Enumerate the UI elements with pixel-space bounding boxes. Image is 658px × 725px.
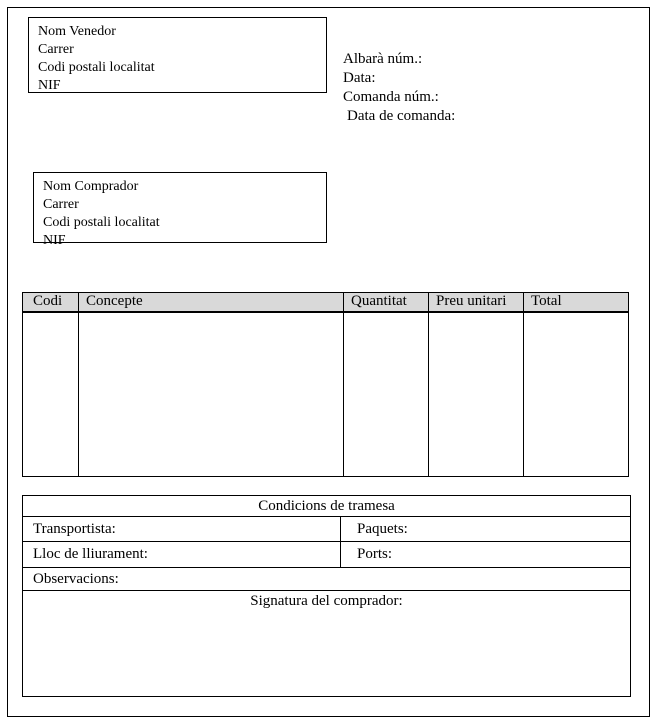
transportista-label: Transportista: xyxy=(33,520,116,537)
transportista-field[interactable] xyxy=(23,517,341,542)
ports-label: Ports: xyxy=(357,546,393,562)
paquets-label: Paquets: xyxy=(357,520,408,537)
document-info-block xyxy=(343,50,455,126)
lloc-lliurament-label: Lloc de lliurament: xyxy=(33,546,148,562)
items-table-header-row xyxy=(23,293,629,312)
column-header-concepte: Concepte xyxy=(79,293,344,312)
paquets-field[interactable] xyxy=(341,517,631,542)
items-cell-quantitat[interactable] xyxy=(344,312,429,477)
buyer-postal-city-label: Codi postali localitat xyxy=(43,215,160,230)
signature-label: Signatura del comprador: xyxy=(250,593,403,609)
buyer-name-label: Nom Comprador xyxy=(43,179,139,194)
buyer-nif-label: NIF xyxy=(43,233,66,248)
items-table xyxy=(22,292,629,477)
seller-nif-label: NIF xyxy=(38,78,61,93)
signature-area[interactable] xyxy=(23,591,631,697)
column-header-preu-unitari: Preu unitari xyxy=(429,293,524,312)
shipping-conditions-table xyxy=(22,495,631,697)
order-date-label: Data de comanda: xyxy=(347,108,456,124)
items-cell-total[interactable] xyxy=(524,312,629,477)
ports-field[interactable] xyxy=(341,542,631,568)
observacions-field[interactable] xyxy=(23,568,631,591)
observacions-row xyxy=(23,568,631,591)
shipping-conditions-title: Condicions de tramesa xyxy=(23,496,631,517)
items-table-empty-row xyxy=(23,312,629,477)
column-header-total: Total xyxy=(524,293,629,312)
seller-name-label: Nom Venedor xyxy=(38,24,116,39)
date-label: Data: xyxy=(343,70,376,86)
buyer-street-label: Carrer xyxy=(43,197,79,212)
seller-postal-city-label: Codi postali localitat xyxy=(38,60,155,75)
items-cell-concepte[interactable] xyxy=(79,312,344,477)
shipping-fields-row-1 xyxy=(23,517,631,542)
buyer-info-box[interactable] xyxy=(33,172,327,248)
albara-number-label: Albarà núm.: xyxy=(343,51,423,67)
lloc-lliurament-field[interactable] xyxy=(23,542,341,568)
signature-row xyxy=(23,591,631,697)
seller-street-label: Carrer xyxy=(38,42,74,57)
column-header-codi: Codi xyxy=(23,293,79,312)
order-number-label: Comanda núm.: xyxy=(343,89,439,105)
observacions-label: Observacions: xyxy=(33,570,119,587)
column-header-quantitat: Quantitat xyxy=(344,293,429,312)
items-cell-codi[interactable] xyxy=(23,312,79,477)
items-cell-preu-unitari[interactable] xyxy=(429,312,524,477)
shipping-fields-row-2 xyxy=(23,542,631,568)
shipping-conditions-title-row xyxy=(23,496,631,517)
seller-info-box[interactable] xyxy=(28,17,327,93)
